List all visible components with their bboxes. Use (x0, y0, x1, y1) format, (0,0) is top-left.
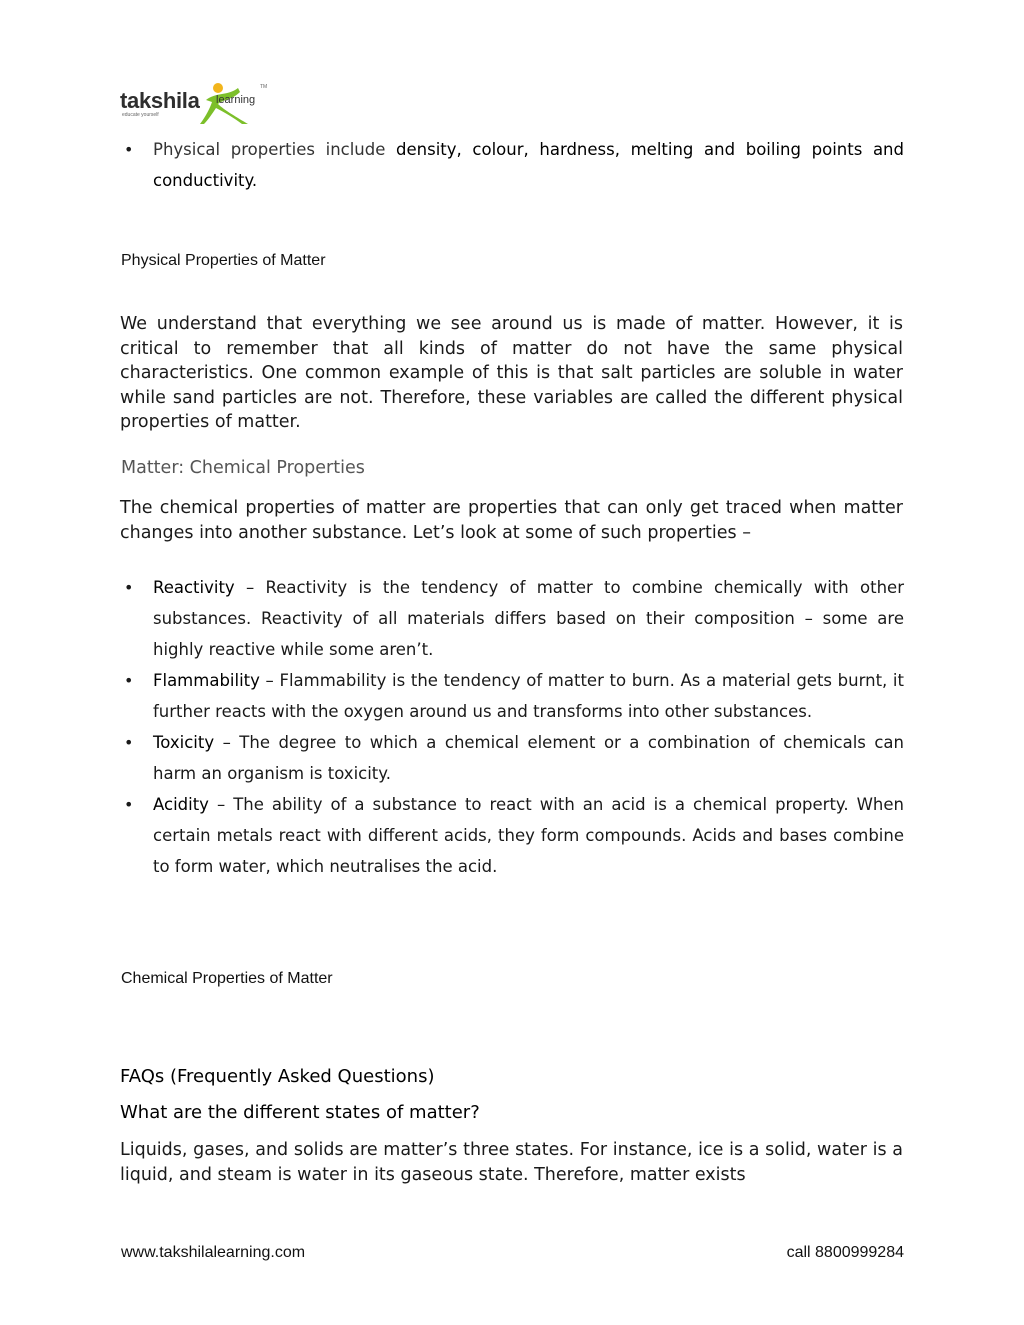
faq-answer: Liquids, gases, and solids are matter’s three states. For instance, ice is a solid, water is a liquid, and steam is water in its gaseous state. Therefore, matter exists (120, 1140, 903, 1185)
bullet-icon: • (124, 795, 134, 814)
logo-tm: TM (260, 84, 268, 90)
bullet-icon: • (124, 578, 134, 597)
paragraph-chemical: The chemical properties of matter are properties that can only get traced when matter changes into another substance. Let’s look at some of such properties – (120, 498, 903, 543)
list-term: Reactivity (153, 578, 235, 597)
list-item (120, 134, 904, 196)
list-text: – The ability of a substance to react with an acid is a chemical property. When certain metals react with different acids, they form compounds. Acids and bases combine to form water, which neutralises the acid. (153, 795, 904, 876)
list-term: Acidity (153, 795, 209, 814)
bullet-icon: • (124, 140, 134, 159)
faq-heading: FAQs (Frequently Asked Questions) (120, 1066, 435, 1087)
subheading-chemical: Matter: Chemical Properties (121, 458, 365, 478)
bullet-icon: • (124, 733, 134, 752)
list-text: – Reactivity is the tendency of matter to combine chemically with other substances. Reactivity of all materials differs based on their composition – some are highly reactive while some aren’t. (153, 578, 904, 659)
figure-caption-physical: Physical Properties of Matter (121, 252, 326, 269)
logo-tagline: educate yourself (122, 112, 159, 118)
paragraph-physical: We understand that everything we see around us is made of matter. However, it is critical to remember that all kinds of matter do not have the same physical characteristics. One common example of this is that salt particles are soluble in water while sand particles are not. Therefore, these variables are called the different physical properties of matter. (120, 314, 903, 433)
takshila-logo (120, 78, 280, 128)
physical-properties-list (120, 134, 904, 196)
chemical-properties-list (120, 572, 904, 882)
logo-learning-text: learning (216, 94, 256, 106)
list-term: Toxicity (153, 733, 215, 752)
footer-website: www.takshilalearning.com (121, 1244, 306, 1261)
list-item (120, 572, 904, 665)
list-item (120, 665, 904, 727)
faq-question: What are the different states of matter? (120, 1102, 480, 1123)
footer-phone: call 8800999284 (786, 1244, 904, 1261)
list-item (120, 727, 904, 789)
list-text: – The degree to which a chemical element or a combination of chemicals can harm an organism is toxicity. (153, 733, 904, 783)
bullet-prefix: Physical properties include (153, 140, 397, 159)
figure-caption-chemical: Chemical Properties of Matter (121, 970, 333, 987)
list-item (120, 789, 904, 882)
logo-brand-text: takshila (120, 88, 200, 113)
bullet-icon: • (124, 671, 134, 690)
list-text: – Flammability is the tendency of matter to burn. As a material gets burnt, it further reacts with the oxygen around us and transforms into other substances. (153, 671, 904, 721)
bullet-emphasis: density, colour, hardness, melting and boiling points and conductivity. (153, 140, 904, 190)
list-term: Flammability (153, 671, 260, 690)
